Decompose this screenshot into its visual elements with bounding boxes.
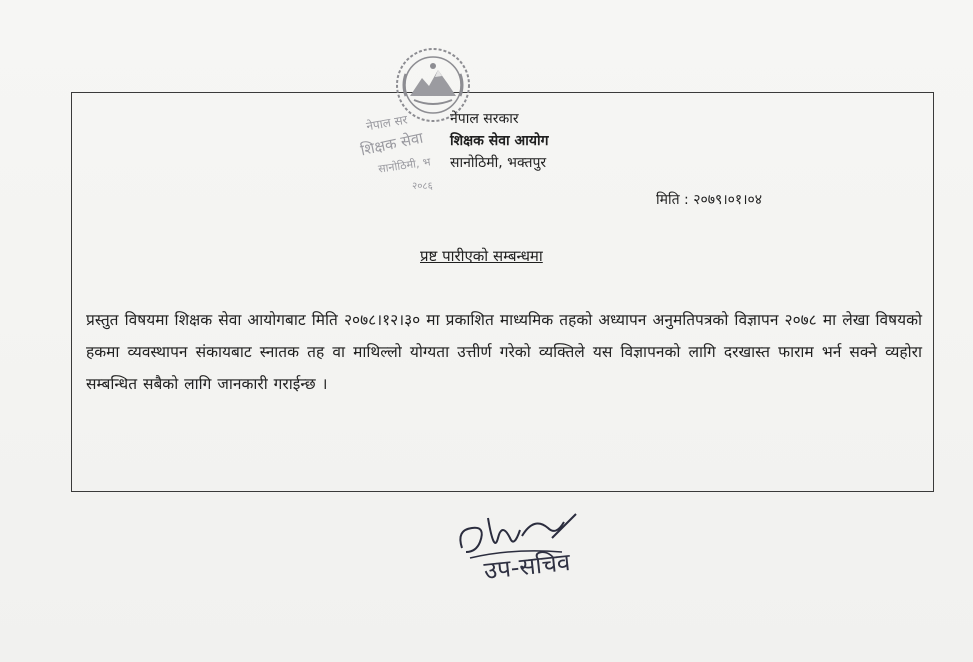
government-name: नेपाल सरकार [450,111,519,127]
letterhead [450,108,650,174]
notice-date: मिति : २०७९।०१।०४ [656,192,763,208]
seal-text-line-3: सानोठिमी, भ [377,155,432,176]
organization-address: सानोठिमी, भक्तपुर [450,155,547,171]
organization-name: शिक्षक सेवा आयोग [450,133,549,149]
seal-text-line-2: शिक्षक सेवा [358,128,425,160]
seal-text-line-1: नेपाल सर [365,112,409,134]
notice-subject: प्रष्ट पारीएको सम्बन्धमा [420,247,543,265]
notice-body: प्रस्तुत विषयमा शिक्षक सेवा आयोगबाट मिति २०७८।१२।३० मा प्रकाशित माध्यमिक तहको अध्यापन अनुमतिपत्रको विज्ञापन २०७८ मा लेखा विषयको हकमा व्यवस्थापन संकायबाट स्नातक तह वा माथिल्लो योग्यता उत्तीर्ण गरेको व्यक्तिले यस विज्ञापनको लागि दरखास्त फाराम भर्न सक्ने व्यहोरा सम्बन्धित सबैको लागि जानकारी गराईन्छ । [86,311,922,393]
seal-text-line-4: २०८६ [412,181,433,192]
signatory-designation: उप-सचिव [482,548,572,585]
